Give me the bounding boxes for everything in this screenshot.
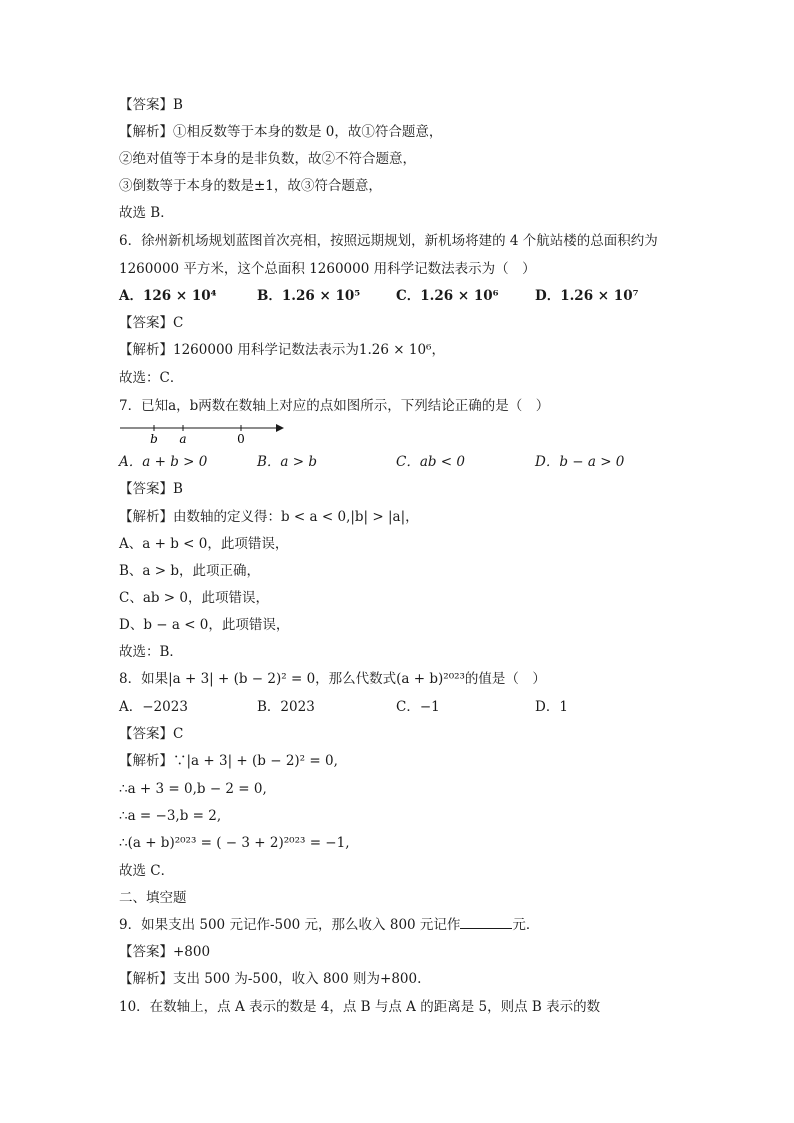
question-6-line1: 6．徐州新机场规划蓝图首次亮相，按照远期规划，新机场将建的 4 个航站楼的总面积约为 xyxy=(119,233,658,249)
choice-7: 故选：B． xyxy=(119,644,183,660)
option-c: C．−1 xyxy=(396,699,440,715)
option-d: D．b − a > 0 xyxy=(535,454,625,470)
explanation-6: 【解析】1260000 用科学记数法表示为1.26 × 10⁶， xyxy=(119,342,445,358)
explanation-7-a: A、a + b < 0，此项错误， xyxy=(119,536,289,552)
label-b: b xyxy=(150,432,158,446)
choice-8: 故选 C． xyxy=(119,863,175,879)
answer-7: 【答案】B xyxy=(119,481,183,497)
arrow-icon xyxy=(276,424,284,432)
question-9-unit: 元． xyxy=(512,917,540,933)
option-a: A．−2023 xyxy=(119,699,188,715)
question-7: 7．已知a，b两数在数轴上对应的点如图所示，下列结论正确的是（ ） xyxy=(119,398,550,414)
question-10: 10．在数轴上，点 A 表示的数是 4，点 B 与点 A 的距离是 5，则点 B 表示的数 xyxy=(119,999,601,1015)
choice-5: 故选 B． xyxy=(119,205,174,221)
option-b: B．a > b xyxy=(257,454,318,470)
label-0: 0 xyxy=(237,432,245,446)
choice-6: 故选：C． xyxy=(119,370,184,386)
option-c: C．1.26 × 10⁶ xyxy=(396,288,499,304)
answer-9: 【答案】+800 xyxy=(119,944,211,960)
option-a: A．a + b > 0 xyxy=(119,454,208,470)
question-9 xyxy=(119,916,539,934)
explanation-9: 【解析】支出 500 为-500，收入 800 则为+800. xyxy=(119,971,422,987)
answer-6: 【答案】C xyxy=(119,315,184,331)
answer-8: 【答案】C xyxy=(119,726,184,742)
option-c: C．ab < 0 xyxy=(396,454,466,470)
explanation-8-line3: ∴a = −3,b = 2, xyxy=(119,808,222,824)
explanation-5-line3: ③倒数等于本身的数是±1，故③符合题意， xyxy=(119,178,382,194)
answer-5: 【答案】B xyxy=(119,97,183,113)
option-b: B．2023 xyxy=(257,699,315,715)
explanation-7: 【解析】由数轴的定义得：b < a < 0,|b| > |a|， xyxy=(119,509,419,525)
explanation-8-line4: ∴(a + b)²⁰²³ = ( − 3 + 2)²⁰²³ = −1, xyxy=(119,835,350,851)
explanation-7-c: C、ab > 0，此项错误， xyxy=(119,590,270,606)
answer-blank xyxy=(460,916,512,929)
explanation-5: 【解析】①相反数等于本身的数是 0，故①符合题意， xyxy=(119,124,443,140)
label-a: a xyxy=(179,432,187,446)
explanation-7-d: D、b − a < 0，此项错误， xyxy=(119,617,290,633)
option-a: A．126 × 10⁴ xyxy=(119,288,217,304)
option-b: B．1.26 × 10⁵ xyxy=(257,288,361,304)
explanation-5-line2: ②绝对值等于本身的是非负数，故②不符合题意， xyxy=(119,151,416,167)
explanation-7-b: B、a > b，此项正确， xyxy=(119,563,261,579)
explanation-8: 【解析】∵|a + 3| + (b − 2)² = 0, xyxy=(119,753,338,769)
question-9-text: 9．如果支出 500 元记作-500 元，那么收入 800 元记作 xyxy=(119,917,461,933)
number-line-figure xyxy=(120,422,290,446)
option-d: D．1.26 × 10⁷ xyxy=(535,288,639,304)
section-heading: 二、填空题 xyxy=(119,890,187,906)
explanation-8-line2: ∴a + 3 = 0,b − 2 = 0, xyxy=(119,781,267,797)
question-8: 8．如果|a + 3| + (b − 2)² = 0，那么代数式(a + b)²⁰²³的值是（ ） xyxy=(119,671,546,687)
option-d: D．1 xyxy=(535,699,568,715)
question-6-line2: 1260000 平方米，这个总面积 1260000 用科学记数法表示为（ ） xyxy=(119,261,536,277)
